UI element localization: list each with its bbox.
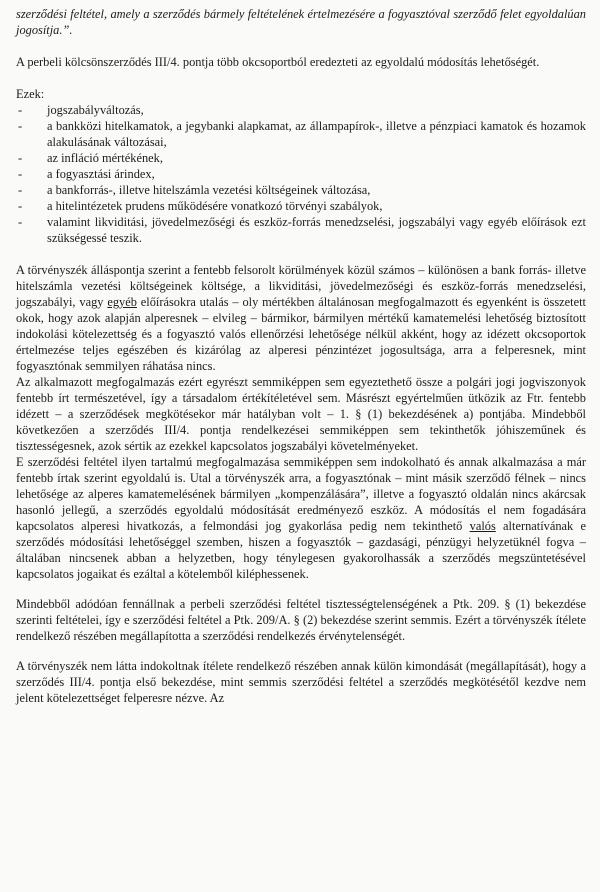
underlined-word: egyéb [107,295,137,309]
unfairness-paragraph [16,454,586,582]
list-item: - a bankforrás-, illetve hitelszámla vezetési költségeinek változása, [16,182,586,198]
list-item: - valamint likviditási, jövedelmezőségi és eszköz-forrás menedzselési, jogszabályi vagy egyéb előírások ezt szükségessé teszik. [16,214,586,246]
conclusion-paragraph: Mindebből adódóan fennállnak a perbeli szerződési feltétel tisztességtelenségének a Ptk. 209. § (1) bekezdése szerinti feltételei, így e szerződési feltétel a Ptk. 209/A. § (2) bekezdése szerint semmis. Ezért a törvényszék ítélete rendelkező részében megállapította a szerződési rendelkezés érvénytelenségét. [16,597,586,643]
list-item: - a fogyasztási árindex, [16,166,586,182]
intro-paragraph: A perbeli kölcsönszerződés III/4. pontja több okcsoportból eredezteti az egyoldalú módosítás lehetőségét. [16,55,540,69]
quoted-text: szerződési feltétel, amely a szerződés bármely feltételének értelmezésére a fogyasztóval szerződő felet egyoldalúan jogosítja.”. [16,7,586,37]
final-paragraph: A törvényszék nem látta indokoltnak ítélete rendelkező részében annak külön kimondását (megállapítását), hogy a szerződés III/4. pontja első bekezdése, mint semmis szerződési feltétel a szerződés megkötésétől kezdve nem jelent kötelezettséget felperesre nézve. Az [16,659,586,705]
court-opinion-paragraph [16,262,586,374]
list-item: - a hitelintézetek prudens működésére vonatkozó törvényi szabályok, [16,198,586,214]
list-item: - az infláció mértékének, [16,150,586,166]
list-item: - jogszabályváltozás, [16,102,586,118]
text-span: E szerződési feltétel ilyen tartalmú megfogalmazása semmiképpen sem indokolható és annak alkalmazása a már fentebb írtak szerint egyoldalú is. Utal a törvényszék arra, a fogyasztónak – mint másik szerződő félnek – nincs lehetősége az alperes kamatemelésének bármilyen „kompenzálására”, illetve a fogyasztó oldalán nincs akárcsak hasonló jellegű, a szerződés egyoldalú módosítását eredményező eszköz. A módosítás el nem fogadására kapcsolatos alperesi hivatkozás, a felmondási jog gyakorlása pedig nem tekinthető [16,455,586,533]
consequence-paragraph: Az alkalmazott megfogalmazás ezért egyrészt semmiképpen sem egyeztethető össze a polgári jogi jogviszonyok fentebb írt természetével, így a társadalom értékítéletével sem. Másrészt egyértelműen ütközik az Ftr. fentebb idézett – a szerződések megkötésekor már hatályban volt – 1. § (1) bekezdésének a) pontjába. Mindebből következően a szerződés III/4. pontja rendelkezései semmiképpen sem tekinthetők jóhiszeműnek és tisztességesnek, azok sértik az ezekkel kapcsolatos jogszabályi követelményeket. [16,375,586,453]
text-span: előírásokra utalás – oly mértékben általánosan megfogalmazott és egyenként is összetett okok, hogy azok alapján alperesnek – elvileg – bármikor, bármilyen mértékű kamatemelési lehetőség biztosított indokolási kötelezettség és a fogyasztó valós ellenőrzési lehetősége nélkül akként, hogy az idézett okcsoportok értelmezése teljes egészében és kizárólag az alperesi pénzintézet jogosultsága, arra a felperesnek, mint fogyasztónak semmilyen ráhatása nincs. [16,295,586,373]
text-span: alternatívának e szerződés módosítási lehetőséggel szemben, hiszen a fogyasztók – gazdasági, pénzügyi helyzetüknél fogva – általában nincsenek abban a helyzetben, hogy ténylegesen gyakorolhassák a szerződés megszüntetésével kapcsolatos jogaikat és ezáltal a kötelemből kiléphessenek. [16,519,587,581]
text-span: A törvényszék álláspontja szerint a fentebb felsorolt körülmények közül számos – különösen a bank forrás- illetve hitelszámla vezetési költségeinek költsége, a likviditási, jövedelmezőségi és eszköz-forrás menedzselési, jogszabályi, vagy [16,263,586,309]
list-heading: Ezek: [16,87,45,101]
list-item: - a bankközi hitelkamatok, a jegybanki alapkamat, az állampapírok-, illetve a pénzpiaci kamatok és hozamok alakulásának változásai, [16,118,586,150]
underlined-word: valós [469,519,496,533]
reasons-list [16,102,586,246]
